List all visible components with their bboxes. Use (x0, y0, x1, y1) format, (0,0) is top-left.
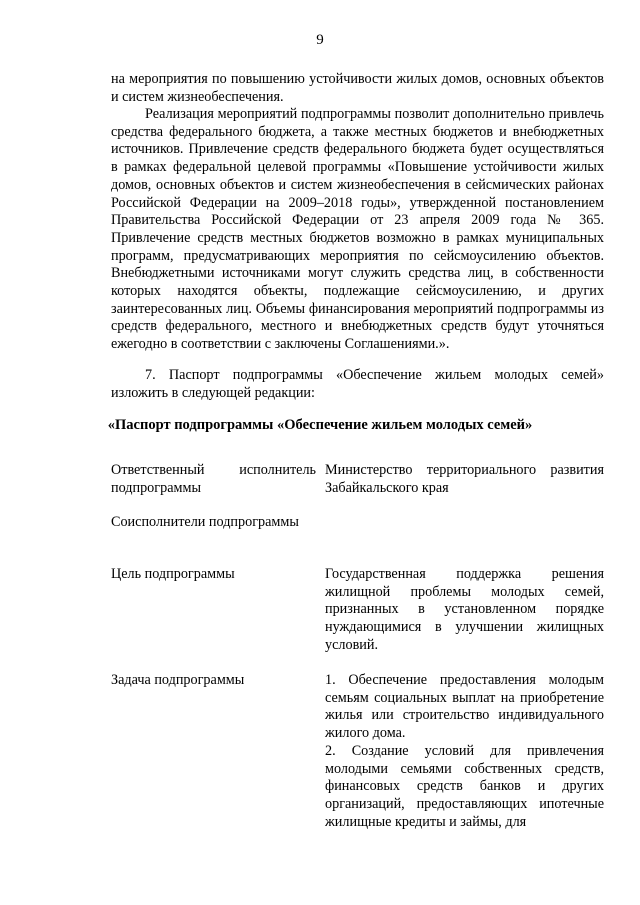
paragraph-item-7: 7. Паспорт подпрограммы «Обеспечение жильем молодых семей» изложить в следующей редакции: (111, 367, 604, 401)
row-label: Цель подпрограммы (111, 566, 235, 582)
row-label: Задача подпрограммы (111, 672, 245, 688)
paragraph-financing: Реализация мероприятий подпрограммы позволит дополнительно привлечь средства федерального бюджета, а также местных бюджетов и внебюджетных источников. Привлечение средств федерального бюджета будет осуществляться в рамках федеральной целевой программы «Повышение устойчивости жилых домов, основных объектов и систем жизнеобеспечения в сейсмических районах Российской Федерации на 2009–2018 годы», утвержденной постановлением Правительства Российской Федерации от 23 апреля 2009 года № 365. Привлечение средств местных бюджетов возможно в рамках муниципальных программ, предусматривающих мероприятия по сейсмоусилению объектов. Внебюджетными источниками могут служить средства лиц, в собственности которых находятся объекты, подлежащие сейсмоусилению, и других заинтересованных лиц. Объемы финансирования мероприятий подпрограммы из средств федерального, местного и внебюджетных средств будут уточняться ежегодно в соответствии с заключены Соглашениями.». (111, 106, 604, 353)
passport-title: «Паспорт подпрограммы «Обеспечение жильем молодых семей» (107, 417, 533, 433)
row-value: Государственная поддержка решения жилищной проблемы молодых семей, признанных в установленном порядке нуждающимися в улучшении жилищных условий. (325, 566, 604, 653)
task-item: 2. Создание условий для привлечения молодыми семьями собственных средств, финансовых средств банков и других организаций, предоставляющих ипотечные жилищные кредиты и займы, для (325, 742, 604, 830)
row-value-list (325, 672, 604, 831)
page-number: 9 (316, 32, 324, 48)
row-label: Ответственный исполнитель подпрограммы (111, 462, 316, 496)
paragraph-continuation: на мероприятия по повышению устойчивости жилых домов, основных объектов и систем жизнеобеспечения. (111, 71, 604, 105)
task-item: 1. Обеспечение предоставления молодым семьям социальных выплат на приобретение жилья или строительство индивидуального жилого дома. (325, 672, 604, 742)
row-value: Министерство территориального развития Забайкальского края (325, 462, 604, 496)
row-label: Соисполнители подпрограммы (111, 514, 299, 530)
